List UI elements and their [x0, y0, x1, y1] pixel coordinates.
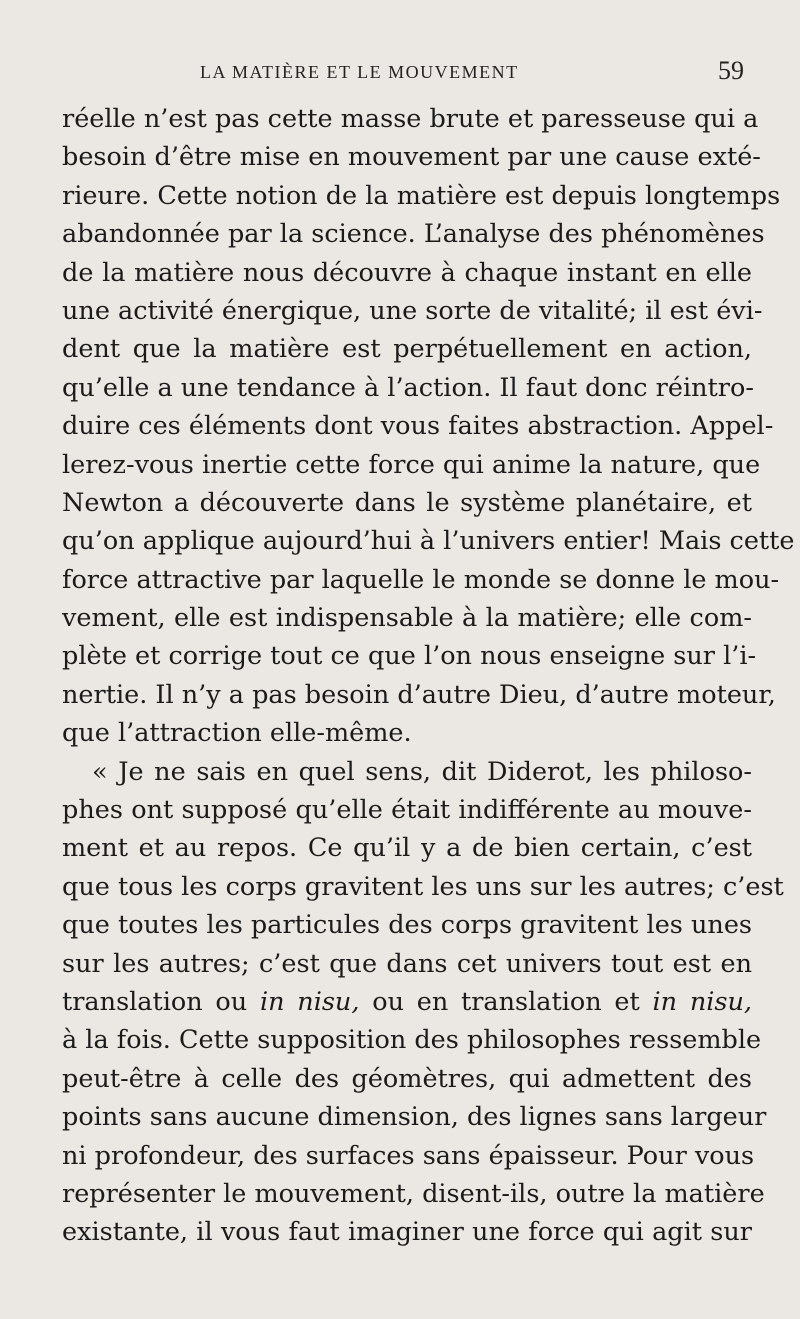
text-line: que tous les corps gravitent les uns sur les autres; c’est — [62, 871, 784, 902]
text-line: points sans aucune dimension, des lignes sans largeur — [62, 1102, 767, 1133]
page-header — [62, 58, 744, 92]
text-line: qu’elle a une tendance à l’action. Il faut donc réintro- — [62, 372, 754, 403]
text-line: dent que la matière est perpétuellement en action, — [62, 334, 752, 365]
italic-latin-phrase: in nisu, — [259, 986, 360, 1017]
text-line: que toutes les particules des corps gravitent les unes — [62, 910, 752, 941]
text-line: rieure. Cette notion de la matière est depuis longtemps — [62, 180, 781, 211]
text-segment: translation ou — [62, 986, 248, 1017]
text-line: réelle n’est pas cette masse brute et paresseuse qui a — [62, 104, 759, 134]
body-text — [62, 100, 795, 1252]
text-segment: ou en translation et — [372, 986, 640, 1017]
text-line: de la matière nous découvre à chaque instant en elle — [62, 257, 752, 288]
text-line: représenter le mouvement, disent-ils, outre la matière — [62, 1178, 765, 1209]
text-line: Newton a découverte dans le système planétaire, et — [62, 487, 752, 518]
text-line: existante, il vous faut imaginer une force qui agit sur — [62, 1217, 752, 1248]
text-line: abandonnée par la science. L’analyse des phénomènes — [62, 219, 765, 250]
text-line: à la fois. Cette supposition des philosophes ressemble — [62, 1025, 762, 1056]
text-line: que l’attraction elle-même. — [62, 718, 412, 749]
text-line: sur les autres; c’est que dans cet univers tout est en — [62, 948, 752, 979]
text-line: phes ont supposé qu’elle était indifférente au mouve- — [62, 795, 752, 826]
text-line: qu’on applique aujourd’hui à l’univers entier! Mais cette — [62, 526, 795, 557]
italic-latin-phrase: in nisu, — [652, 986, 753, 1017]
text-line: nertie. Il n’y a pas besoin d’autre Dieu, d’autre moteur, — [62, 679, 776, 710]
text-line: une activité énergique, une sorte de vitalité; il est évi- — [62, 295, 763, 326]
text-line: plète et corrige tout ce que l’on nous enseigne sur l’i- — [62, 641, 757, 672]
text-line-mixed — [62, 983, 752, 1021]
text-line: ment et au repos. Ce qu’il y a de bien certain, c’est — [62, 833, 752, 864]
text-line: besoin d’être mise en mouvement par une cause exté- — [62, 142, 761, 173]
text-line: force attractive par laquelle le monde se donne le mou- — [62, 564, 780, 595]
text-line: « Je ne sais en quel sens, dit Diderot, les philoso- — [92, 756, 752, 787]
text-line: lerez-vous inertie cette force qui anime la nature, que — [62, 449, 761, 480]
text-line: vement, elle est indispensable à la matière; elle com- — [62, 603, 752, 634]
text-line: ni profondeur, des surfaces sans épaisseur. Pour vous — [62, 1140, 755, 1171]
running-head: LA MATIÈRE ET LE MOUVEMENT — [200, 62, 519, 82]
text-line: peut-être à celle des géomètres, qui admettent des — [62, 1063, 752, 1094]
text-line: duire ces éléments dont vous faites abstraction. Appel- — [62, 411, 774, 442]
page-number: 59 — [718, 56, 744, 85]
